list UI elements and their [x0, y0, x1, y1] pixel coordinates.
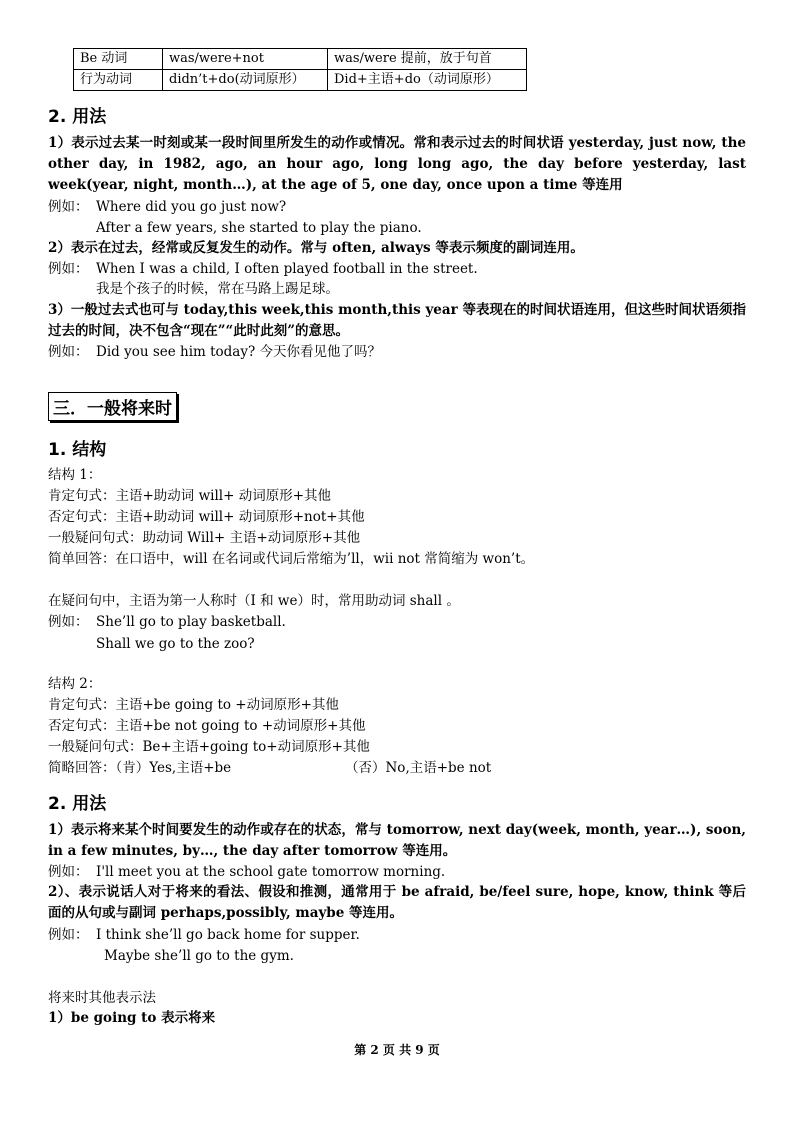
table-cell: was/were+not [163, 49, 328, 70]
table-row [74, 70, 527, 91]
table-row [74, 49, 527, 70]
example-sentence: 我是个孩子的时候，常在马路上踢足球。 [96, 281, 339, 297]
table-cell: 行为动词 [74, 70, 163, 91]
table-cell: was/were 提前，放于句首 [328, 49, 527, 70]
structure-label: 结构 1： [48, 467, 102, 483]
example-sentence: I think she’ll go back home for supper. [96, 927, 360, 943]
structure-line: 否定句式：主语+助动词 will+ 动词原形+not+其他 [48, 509, 365, 525]
past-usage-heading: 2. 用法 [48, 107, 107, 127]
structure-line: 一般疑问句式：Be+主语+going to+动词原形+其他 [48, 739, 370, 755]
example-label: 例如： [48, 344, 89, 360]
structure-heading: 1. 结构 [48, 440, 107, 460]
table-cell: Be 动词 [74, 49, 163, 70]
structure-label: 结构 2： [48, 676, 102, 692]
example-label: 例如： [48, 261, 89, 277]
example-sentence: I'll meet you at the school gate tomorrow morning. [96, 864, 446, 880]
example-sentence: She’ll go to play basketball. [96, 614, 286, 630]
table-cell: Did+主语+do（动词原形） [328, 70, 527, 91]
table-cell: didn’t+do(动词原形） [163, 70, 328, 91]
example-label: 例如： [48, 864, 89, 880]
future-usage-1: 1）表示将来某个时间要发生的动作或存在的状态，常与 tomorrow, next day(week, month, year…), soon, in a few minutes, by…, the day after tomorrow 等连用。 [48, 822, 746, 859]
example-sentence: Shall we go to the zoo? [96, 636, 255, 652]
example-label: 例如： [48, 199, 89, 215]
other-form-1: 1）be going to 表示将来 [48, 1010, 216, 1026]
past-usage-2: 2）表示在过去，经常或反复发生的动作。常与 often, always 等表示频度的副词连用。 [48, 240, 584, 256]
structure-line: 否定句式：主语+be not going to +动词原形+其他 [48, 718, 366, 734]
section-title: 三．一般将来时 [48, 392, 177, 421]
example-label: 例如： [48, 927, 89, 943]
example-sentence: After a few years, she started to play the piano. [96, 220, 422, 236]
verb-table [73, 48, 527, 91]
structure-line: 肯定句式：主语+助动词 will+ 动词原形+其他 [48, 488, 332, 504]
example-sentence: Where did you go just now? [96, 199, 287, 215]
past-usage-1: 1）表示过去某一时刻或某一段时间里所发生的动作或情况。常和表示过去的时间状语 yesterday, just now, the other day, in 1982, ago, an hour ago, long long ago, the day before yesterday, last week(year, night, month…), at the age of 5, one day, once upon a time 等连用 [48, 135, 746, 193]
example-label: 例如： [48, 614, 89, 630]
structure-line: （否）No,主语+be not [345, 760, 492, 776]
structure-line: 简略回答：（肯）Yes,主语+be [48, 760, 232, 776]
future-usage-2: 2）、表示说话人对于将来的看法、假设和推测，通常用于 be afraid, be/feel sure, hope, know, think 等后面的从句或与副词 perhaps,possibly, maybe 等连用。 [48, 884, 746, 921]
future-usage-heading: 2. 用法 [48, 794, 107, 814]
page-footer: 第 2 页 共 9 页 [354, 1043, 440, 1057]
shall-note: 在疑问句中，主语为第一人称时（I 和 we）时，常用助动词 shall 。 [48, 593, 460, 609]
structure-line: 一般疑问句式：助动词 Will+ 主语+动词原形+其他 [48, 530, 361, 546]
example-sentence: Did you see him today? 今天你看见他了吗？ [96, 344, 382, 360]
other-forms-label: 将来时其他表示法 [48, 990, 156, 1006]
structure-line: 简单回答：在口语中，will 在名词或代词后常缩为’ll，wii not 常简缩为 won’t。 [48, 551, 535, 567]
example-sentence: Maybe she’ll go to the gym. [104, 948, 294, 964]
past-usage-3: 3）一般过去式也可与 today,this week,this month,this year 等表现在的时间状语连用，但这些时间状语须指过去的时间，决不包含“现在”“此时此刻”的意思。 [48, 302, 746, 339]
structure-line: 肯定句式：主语+be going to +动词原形+其他 [48, 697, 339, 713]
example-sentence: When I was a child, I often played football in the street. [96, 261, 478, 277]
